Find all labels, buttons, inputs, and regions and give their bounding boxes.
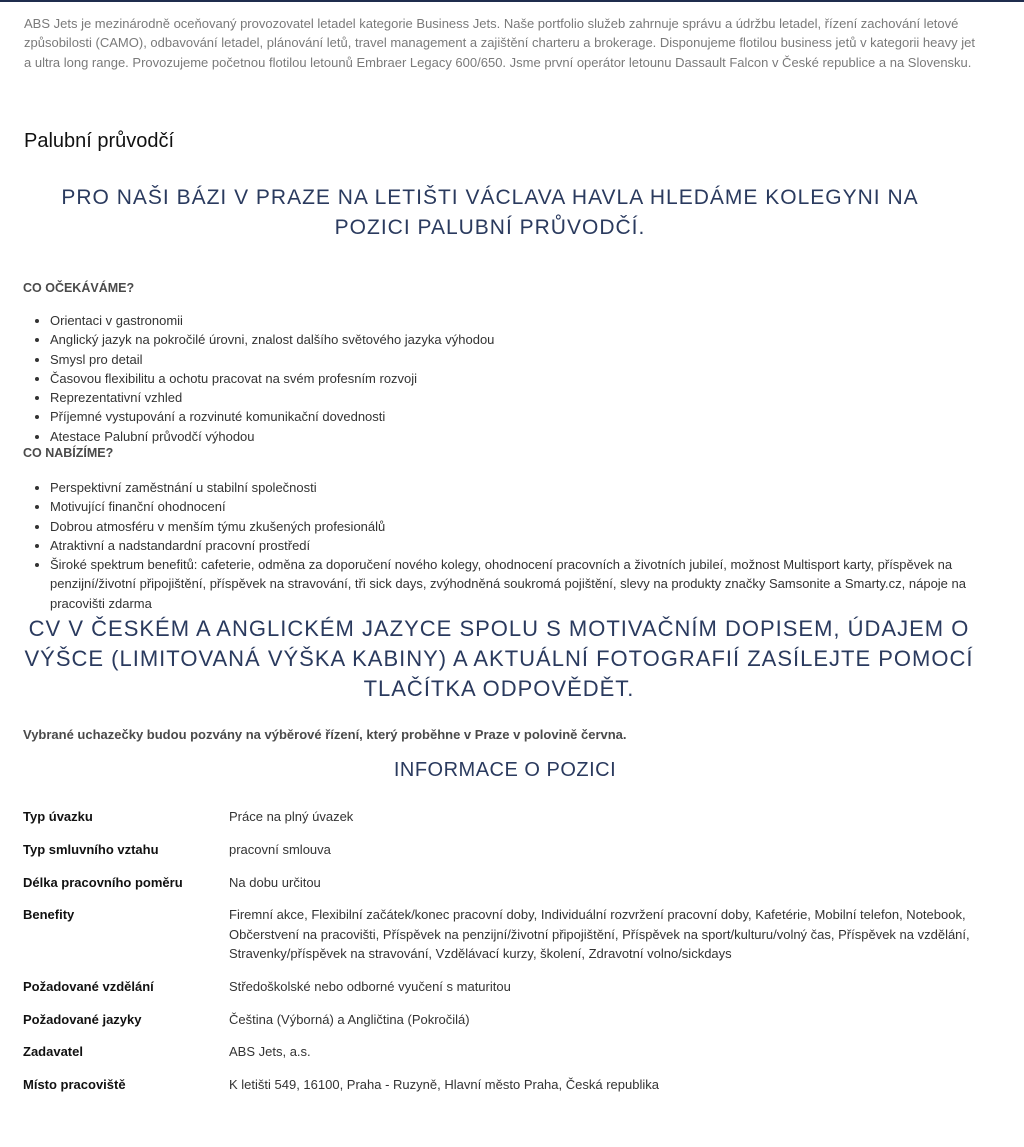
list-item: • Motivující finanční ohodnocení xyxy=(50,497,1000,516)
row-key: Místo pracoviště xyxy=(23,1077,126,1093)
row-value: K letišti 549, 16100, Praha - Ruzyně, Hlavní město Praha, Česká republika xyxy=(229,1077,659,1093)
offer-list xyxy=(24,478,1000,613)
row-key: Požadované jazyky xyxy=(23,1011,142,1027)
section-label-expect: CO OČEKÁVÁME? xyxy=(23,281,135,295)
row-value: Na dobu určitou xyxy=(229,874,321,890)
info-table xyxy=(23,807,983,1108)
list-item: • Orientaci v gastronomii xyxy=(50,311,494,330)
list-item: • Atraktivní a nadstandardní pracovní prostředí xyxy=(50,536,1000,555)
job-title: Palubní průvodčí xyxy=(24,130,175,152)
table-row xyxy=(23,807,983,826)
list-item: • Příjemné vystupování a rozvinuté komunikační dovednosti xyxy=(50,407,494,426)
row-key: Požadované vzdělání xyxy=(23,978,154,994)
row-key: Typ úvazku xyxy=(23,809,93,824)
table-row xyxy=(23,840,983,859)
row-key: Benefity xyxy=(23,907,75,923)
row-value: Středoškolské nebo odborné vyučení s maturitou xyxy=(229,978,511,994)
list-item: • Reprezentativní vzhled xyxy=(50,388,494,407)
table-row xyxy=(23,1075,983,1094)
table-row xyxy=(23,905,983,963)
list-item: • Smysl pro detail xyxy=(50,350,494,369)
row-key: Délka pracovního poměru xyxy=(23,874,183,890)
list-item: • Dobrou atmosféru v menším týmu zkušených profesionálů xyxy=(50,517,1000,536)
selection-note: Vybrané uchazečky budou pozvány na výběrové řízení, který proběhne v Praze v polovině června. xyxy=(23,727,627,742)
table-row xyxy=(23,873,983,892)
headline-base: PRO NAŠI BÁZI V PRAZE NA LETIŠTI VÁCLAVA HAVLA HLEDÁME KOLEGYNI NA POZICI PALUBNÍ PRŮVODČÍ. xyxy=(61,186,919,239)
row-key: Typ smluvního vztahu xyxy=(23,841,159,857)
row-value: pracovní smlouva xyxy=(229,841,331,857)
expect-list xyxy=(24,311,494,446)
company-intro: ABS Jets je mezinárodně oceňovaný provozovatel letadel kategorie Business Jets. Naše portfolio služeb zahrnuje správu a údržbu letadel, řízení zachování letové způsobilosti (CAMO), odbavování letadel, plánování letů, travel management a zajištění charteru a brokerage. Disponujeme flotilou business jetů v kategorii heavy jet a ultra long range. Provozujeme početnou flotilou letounů Embraer Legacy 600/650. Jsme první operátor letounu Dassault Falcon v České republice a na Slovensku. xyxy=(24,16,975,70)
list-item: • Široké spektrum benefitů: cafeterie, odměna za doporučení nového kolegy, ohodnocení pracovních a životních jubileí, možnost Multisport karty, příspěvek na penzijní/životní připojištění, příspěvek na stravování, tři sick days, zvýhodněná soukromá pojištění, slevy na produkty značky Samsonite a Smarty.cz, nápoje na pracovišti zdarma xyxy=(50,555,1000,613)
row-value: Čeština (Výborná) a Angličtina (Pokročilá) xyxy=(229,1011,470,1027)
list-item: • Atestace Palubní průvodčí výhodou xyxy=(50,427,494,446)
row-value: Firemní akce, Flexibilní začátek/konec pracovní doby, Individuální rozvržení pracovní doby, Kafetérie, Mobilní telefon, Notebook, Občerstvení na pracovišti, Příspěvek na penzijní/životní připojištění, Příspěvek na sport/kulturu/volný čas, Příspěvek na vzdělání, Stravenky/příspěvek na stravování, Vzdělávací kurzy, školení, Zdravotní volno/sickdays xyxy=(229,907,970,961)
row-value: Práce na plný úvazek xyxy=(229,809,354,824)
row-value: ABS Jets, a.s. xyxy=(229,1044,311,1060)
row-key: Zadavatel xyxy=(23,1044,83,1060)
info-title: INFORMACE O POZICI xyxy=(393,759,617,781)
list-item: • Časovou flexibilitu a ochotu pracovat na svém profesním rozvoji xyxy=(50,369,494,388)
list-item: • Perspektivní zaměstnání u stabilní společnosti xyxy=(50,478,1000,497)
table-row xyxy=(23,1042,983,1061)
list-item: • Anglický jazyk na pokročilé úrovni, znalost dalšího světového jazyka výhodou xyxy=(50,330,494,349)
top-border xyxy=(0,0,1024,2)
section-label-offer: CO NABÍZÍME? xyxy=(23,446,114,460)
table-row xyxy=(23,1010,983,1029)
headline-apply: CV V ČESKÉM A ANGLICKÉM JAZYCE SPOLU S MOTIVAČNÍM DOPISEM, ÚDAJEM O VÝŠCE (LIMITOVANÁ VÝŠKA KABINY) A AKTUÁLNÍ FOTOGRAFIÍ ZASÍLEJTE POMOCÍ TLAČÍTKA ODPOVĚDĚT. xyxy=(24,616,974,701)
table-row xyxy=(23,977,983,996)
